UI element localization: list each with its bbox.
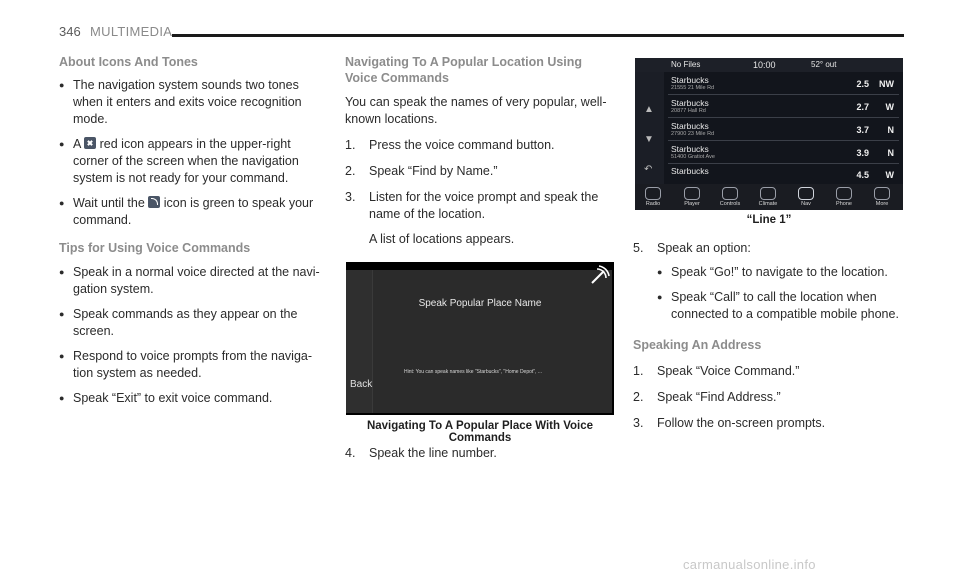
bullet-tones: ● The navigation system sounds two tones when it enters and exits voice recognition mode. [59, 77, 329, 128]
menu-label: Nav [801, 201, 811, 207]
phone-icon [836, 187, 852, 200]
heading-speaking-address: Speaking An Address [633, 338, 762, 352]
step-number: 5. [633, 241, 644, 255]
place-name: Starbucks [671, 144, 709, 154]
menu-controls-button[interactable] [714, 184, 746, 210]
menu-phone-button[interactable] [828, 184, 860, 210]
place-name: Starbucks [671, 75, 709, 85]
place-direction: NW [879, 79, 894, 89]
screen-hint: Hint: You can speak names like "Starbucks", "Home Depot", ... [404, 369, 543, 375]
page-down-icon[interactable]: ▼ [644, 134, 654, 145]
place-distance: 2.7 [856, 102, 869, 112]
place-address: 21555 21 Mile Rd [671, 85, 715, 91]
heading-icons-tones: About Icons And Tones [59, 55, 198, 69]
status-no-files: No Files [671, 60, 701, 69]
step-item [633, 389, 908, 406]
step-item [633, 240, 908, 257]
step-item [345, 163, 617, 180]
menu-more-button[interactable] [866, 184, 898, 210]
place-address: 51400 Gratiot Ave [671, 154, 715, 160]
list-item[interactable] [668, 96, 899, 118]
step-number: 2. [633, 390, 644, 404]
nav-icon [798, 187, 814, 200]
step-item [633, 415, 908, 432]
menu-label: Phone [836, 201, 852, 207]
place-direction: N [887, 125, 894, 135]
climate-icon [760, 187, 776, 200]
step-item [345, 137, 617, 154]
option-item: ● Speak “Call” to call the location when connected to a compatible mobile phone. [657, 289, 908, 323]
menu-label: More [875, 201, 889, 207]
screen-title: Speak Popular Place Name [418, 298, 542, 309]
menu-radio-button[interactable] [637, 184, 669, 210]
heading-tips: Tips for Using Voice Commands [59, 241, 251, 255]
step-item [633, 363, 908, 380]
place-distance: 4.5 [856, 170, 869, 180]
player-icon [684, 187, 700, 200]
menu-nav-button[interactable] [790, 184, 822, 210]
watermark: carmanualsonline.info [683, 557, 816, 572]
voice-not-ready-icon [84, 137, 96, 149]
menu-label: Controls [719, 201, 741, 207]
step-item [345, 445, 617, 462]
figure-caption-popular: Navigating To A Popular Place With Voice Commands [366, 420, 594, 444]
controls-icon [722, 187, 738, 200]
column-1 [59, 54, 329, 407]
place-address: 20877 Hall Rd [671, 108, 706, 114]
figure-caption-line1: “Line 1” [746, 214, 792, 226]
place-name: Starbucks [671, 98, 709, 108]
list-item[interactable] [668, 164, 899, 186]
place-distance: 3.7 [856, 125, 869, 135]
voice-command-icon [588, 265, 610, 287]
menu-label: Player [684, 201, 700, 207]
back-button[interactable]: Back [350, 379, 373, 390]
menu-label: Radio [645, 201, 661, 207]
place-address: 27900 23 Mile Rd [671, 131, 715, 137]
list-item[interactable] [668, 73, 899, 95]
option-item: ● Speak “Go!” to navigate to the location. [657, 264, 908, 281]
step-number: 3. [345, 190, 356, 204]
tip-item: ● Speak “Exit” to exit voice command. [59, 390, 329, 407]
status-temp: 52° out [811, 60, 837, 69]
tip-item: ● Speak in a normal voice directed at the navi-gation system. [59, 264, 329, 298]
tip-item: ● Respond to voice prompts from the naviga-tion system as needed. [59, 348, 329, 382]
step-text: Speak the line number. [369, 446, 497, 460]
step-text: Follow the on-screen prompts. [657, 416, 826, 430]
page-up-icon[interactable]: ▲ [644, 104, 654, 115]
column-2 [345, 54, 617, 248]
tip-item: ● Speak commands as they appear on the screen. [59, 306, 329, 340]
text-a: A [73, 137, 81, 151]
place-direction: N [887, 148, 894, 158]
place-direction: W [885, 102, 894, 112]
menu-climate-button[interactable] [752, 184, 784, 210]
voice-ready-icon [148, 196, 160, 208]
bottom-menu-bar [635, 184, 903, 210]
list-note: A list of locations appears. [369, 232, 515, 246]
back-arrow-icon[interactable]: ↶ [644, 164, 653, 175]
text-wait-until: Wait until the [73, 196, 145, 210]
list-item[interactable] [668, 119, 899, 141]
step-text: Speak “Find by Name.” [369, 164, 498, 178]
page-number: 346 [59, 24, 81, 39]
place-distance: 3.9 [856, 148, 869, 158]
intro-text: You can speak the names of very popular, well-known locations. [345, 95, 607, 126]
bullet-red-icon [59, 136, 329, 187]
status-time: 10:00 [753, 60, 776, 70]
step-number: 4. [345, 446, 356, 460]
heading-popular-location: Navigating To A Popular Location Using Voice Commands [345, 55, 583, 85]
column-3 [633, 240, 908, 432]
status-bar [635, 58, 903, 72]
screen-panel [373, 270, 612, 413]
place-name: Starbucks [671, 166, 709, 176]
step-text: Speak “Find Address.” [657, 390, 781, 404]
step-number: 3. [633, 416, 644, 430]
text-red-icon: red icon appears in the upper-right corner of the screen when the navigation system is not ready for your command. [73, 137, 299, 185]
list-side-controls [635, 72, 664, 184]
step-text: Speak “Voice Command.” [657, 364, 800, 378]
step-number: 2. [345, 164, 356, 178]
page-header [59, 24, 904, 44]
radio-icon [645, 187, 661, 200]
nav-results-figure [635, 58, 903, 210]
menu-label: Climate [758, 201, 778, 207]
voice-screen-figure [346, 262, 614, 415]
step-number: 1. [345, 138, 356, 152]
place-direction: W [885, 170, 894, 180]
screen-left-bar [346, 270, 373, 413]
step-text: Listen for the voice prompt and speak the name of the location. [369, 190, 599, 221]
more-icon [874, 187, 890, 200]
text-green-icon: icon is green to speak your command. [73, 196, 314, 227]
list-item[interactable] [668, 142, 899, 164]
menu-player-button[interactable] [676, 184, 708, 210]
place-name: Starbucks [671, 121, 709, 131]
step-number: 1. [633, 364, 644, 378]
step-text: Press the voice command button. [369, 138, 555, 152]
step-text: Speak an option: [657, 241, 751, 255]
bullet-green-icon [59, 195, 329, 229]
section-title: MULTIMEDIA [90, 24, 173, 39]
header-rule [172, 34, 904, 37]
step-item [345, 189, 617, 223]
place-distance: 2.5 [856, 79, 869, 89]
